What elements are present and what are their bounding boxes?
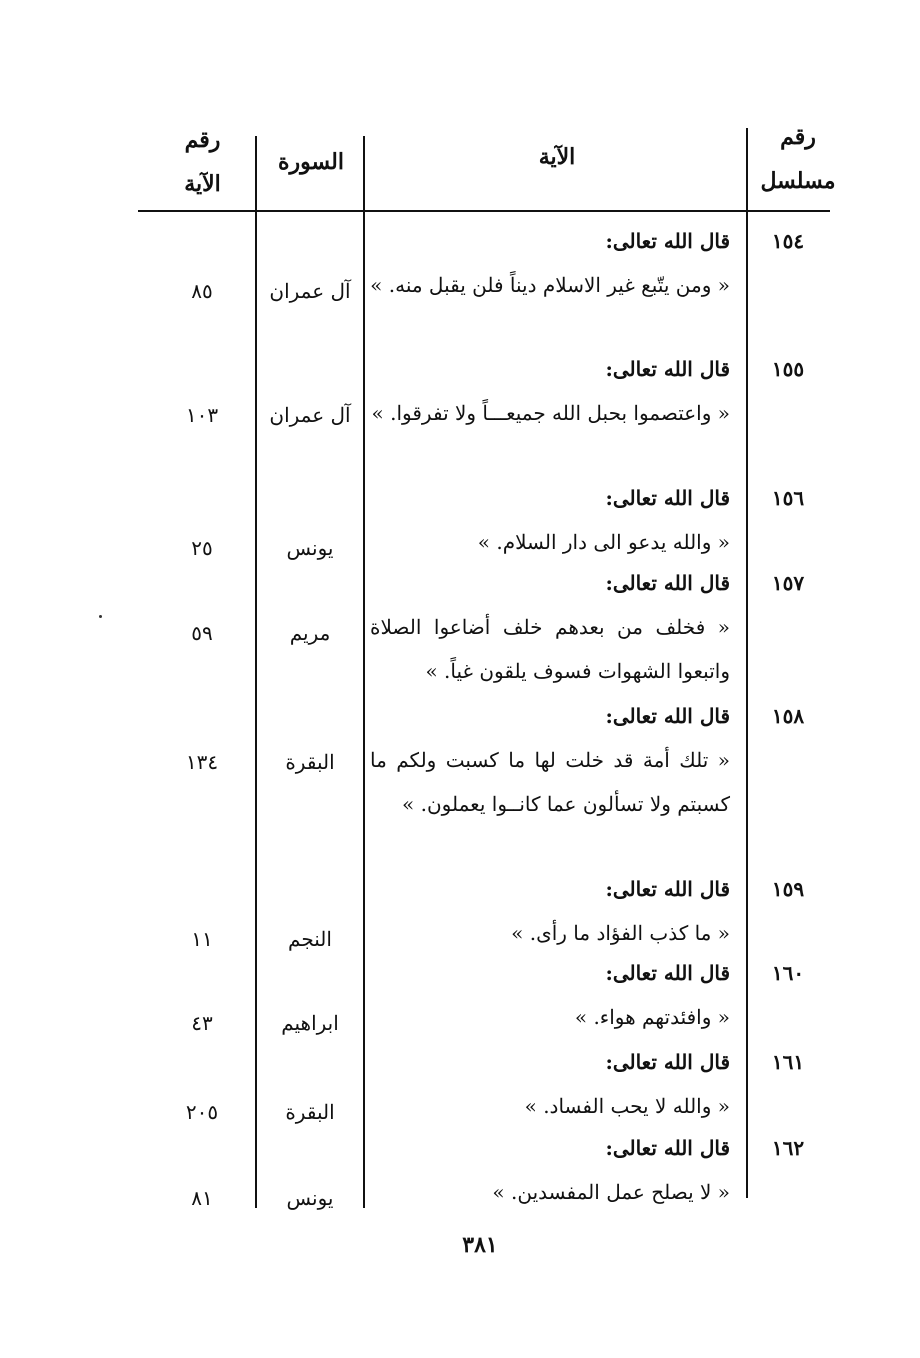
verse-quote: « لا يصلح عمل المفسدين. »: [492, 1180, 730, 1204]
row-verse-number: ١٣٤: [185, 750, 219, 774]
verse-intro: قال الله تعالى:: [605, 229, 730, 253]
row-verse-number: ٢٥: [191, 536, 213, 560]
scan-speck: [99, 615, 102, 618]
row-surah: ابراهيم: [281, 1011, 339, 1035]
verse-intro: قال الله تعالى:: [605, 357, 730, 381]
header-verse: الآية: [538, 144, 576, 170]
row-surah: يونس: [286, 1186, 334, 1210]
row-surah: مريم: [289, 621, 331, 645]
verse-intro: قال الله تعالى:: [605, 961, 730, 985]
row-serial: ١٥٨: [771, 704, 805, 728]
row-surah: آل عمران: [269, 403, 351, 427]
row-serial: ١٥٧: [771, 571, 805, 595]
row-verse-number: ٥٩: [191, 621, 213, 645]
row-serial: ١٥٦: [771, 486, 805, 510]
header-divider: [138, 210, 830, 212]
row-verse-number: ٨١: [191, 1186, 213, 1210]
verse-quote: « واعتصموا بحبل الله جميعـــاً ولا تفرقوا. »: [371, 401, 730, 425]
verse-quote: « تلك أمة قد خلت لها ما كسبت ولكم ما كسبتم ولا تسألون عما كانــوا يعملون. »: [370, 748, 730, 816]
column-divider-serial: [746, 128, 748, 1198]
header-surah: السورة: [278, 149, 344, 175]
row-surah: البقرة: [285, 750, 335, 774]
verse-quote: « ومن يتّبع غير الاسلام ديناً فلن يقبل منه. »: [370, 273, 730, 297]
row-verse-number: ١١: [191, 927, 213, 951]
row-verse: [370, 694, 730, 826]
verse-intro: قال الله تعالى:: [605, 704, 730, 728]
row-verse-number: ١٠٣: [185, 403, 219, 427]
row-verse: [370, 476, 730, 564]
row-verse: [370, 1126, 730, 1214]
verse-intro: قال الله تعالى:: [605, 1136, 730, 1160]
row-verse-number: ٨٥: [191, 279, 213, 303]
row-serial: ١٥٩: [771, 877, 805, 901]
row-verse: [370, 1040, 730, 1128]
row-verse: [370, 561, 730, 693]
page-number: ٣٨١: [462, 1232, 498, 1258]
verse-intro: قال الله تعالى:: [605, 877, 730, 901]
header-serial-line1: رقم: [780, 124, 816, 150]
row-serial: ١٦٢: [771, 1136, 805, 1160]
verse-quote: « وافئدتهم هواء. »: [574, 1005, 730, 1029]
row-surah: النجم: [288, 927, 332, 951]
verse-intro: قال الله تعالى:: [605, 571, 730, 595]
row-surah: يونس: [286, 536, 334, 560]
verse-quote: « والله يدعو الى دار السلام. »: [477, 530, 730, 554]
verse-quote: « ما كذب الفؤاد ما رأى. »: [511, 921, 730, 945]
row-serial: ١٥٥: [771, 357, 805, 381]
row-verse: [370, 347, 730, 435]
row-verse-number: ٤٣: [191, 1011, 213, 1035]
header-verse-number: [150, 118, 255, 206]
row-surah: آل عمران: [269, 279, 351, 303]
verse-quote: « فخلف من بعدهم خلف أضاعوا الصلاة واتبعوا الشهوات فسوف يلقون غياً. »: [370, 615, 730, 683]
row-serial: ١٥٤: [771, 229, 805, 253]
row-serial: ١٦١: [771, 1050, 805, 1074]
header-serial-line2: مسلسل: [760, 168, 836, 194]
header-serial-number: [748, 115, 848, 203]
row-verse: [370, 219, 730, 307]
verse-intro: قال الله تعالى:: [605, 1050, 730, 1074]
row-verse: [370, 867, 730, 955]
verse-quote: « والله لا يحب الفساد. »: [524, 1094, 730, 1118]
row-verse-number: ٢٠٥: [185, 1100, 219, 1124]
header-verse-number-line2: الآية: [184, 171, 221, 197]
column-divider-verse: [363, 136, 365, 1208]
row-serial: ١٦٠: [771, 961, 805, 985]
row-verse: [370, 951, 730, 1039]
verse-intro: قال الله تعالى:: [605, 486, 730, 510]
header-verse-number-line1: رقم: [184, 127, 221, 153]
row-surah: البقرة: [285, 1100, 335, 1124]
